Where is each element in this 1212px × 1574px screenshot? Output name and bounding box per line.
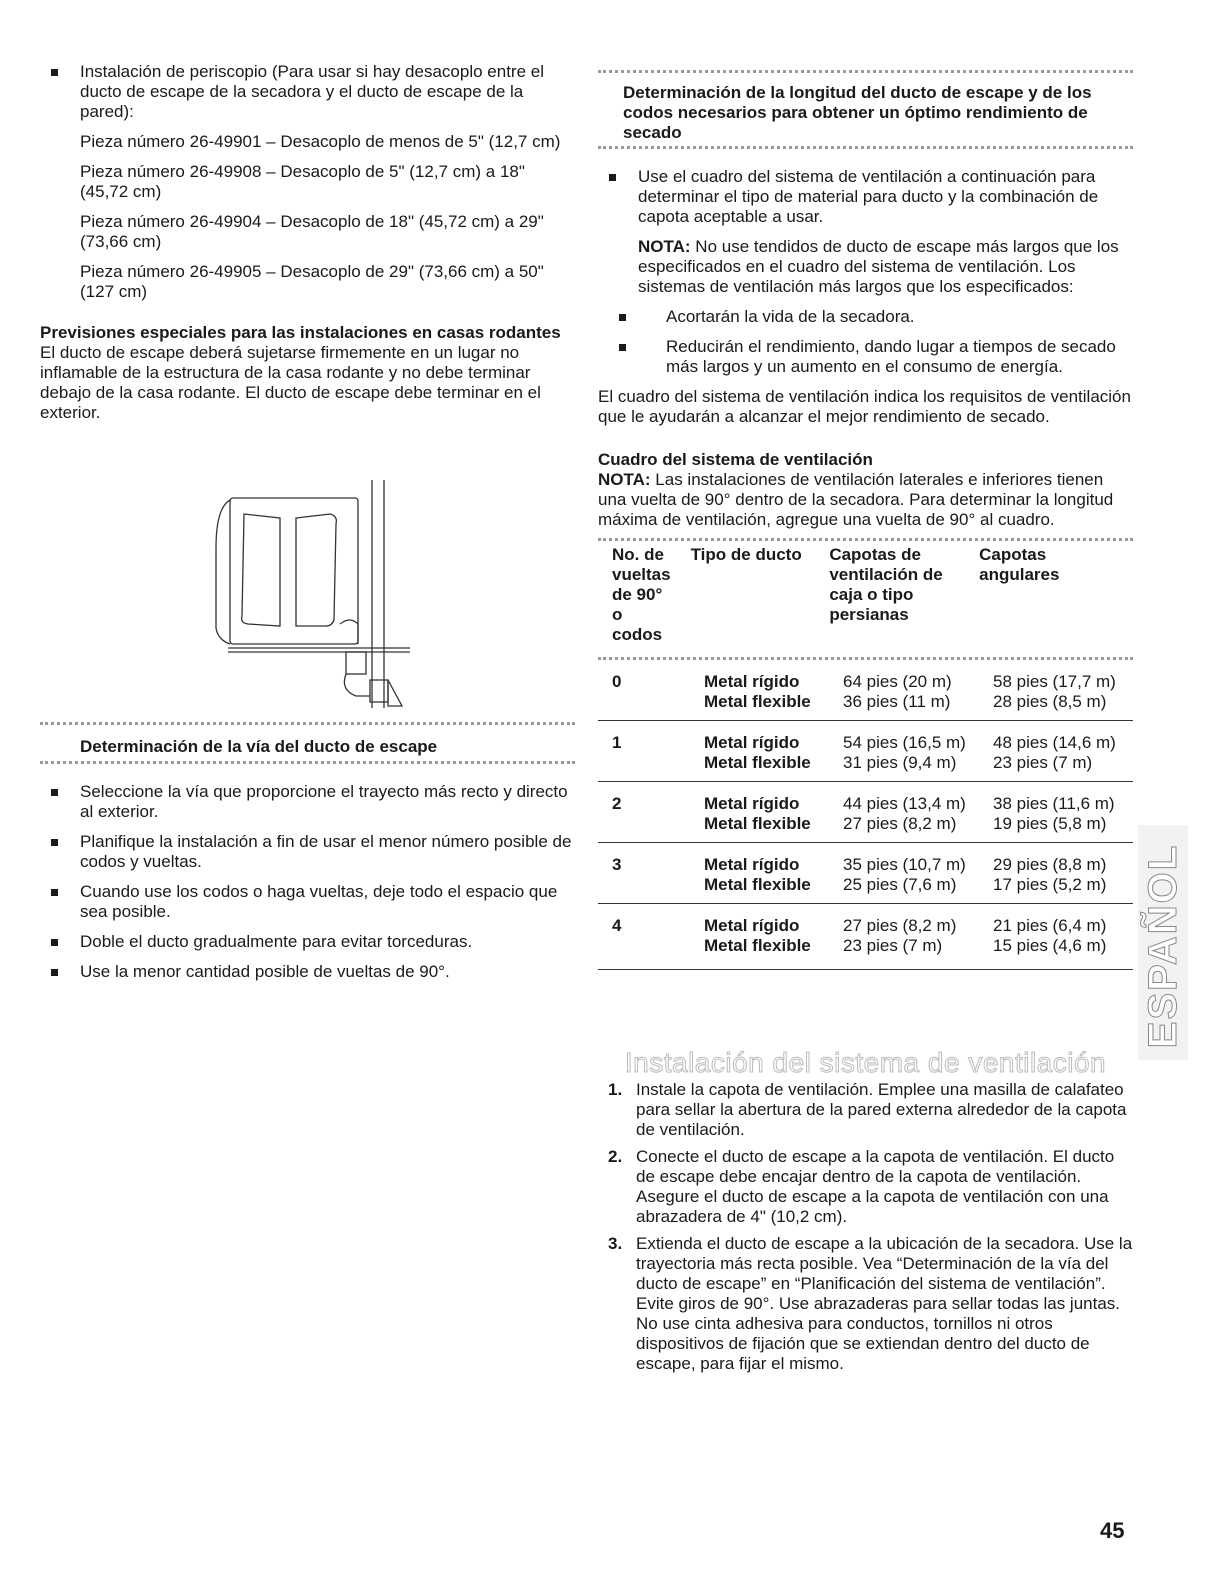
- install-step: 3. Extienda el ducto de escape a la ubicación de la secadora. Use la trayectoria más recta posible. Vea “Determinación de la vía del ducto de escape” en “Planificación del sistema de ventilación”. Evite giros de 90°. Use abrazaderas para sellar todas las juntas. No use cinta adhesiva para conductos, tornillos ni otros dispositivos de fijación que se extiendan dentro del ducto de escape, para fijar el mismo.: [608, 1234, 1133, 1373]
- table-cell: 3: [612, 855, 622, 874]
- vent-system-table: [598, 545, 1128, 657]
- note-label: NOTA:: [638, 237, 691, 256]
- part-item: Pieza número 26-49908 – Desacoplo de 5" (12,7 cm) a 18" (45,72 cm): [80, 162, 525, 201]
- vent-chart-heading: Cuadro del sistema de ventilación: [598, 450, 873, 469]
- table-row: [598, 721, 1133, 782]
- header-turns: No. de vueltas de 90° o codos: [612, 545, 671, 644]
- table-cell: Metal flexible: [704, 936, 811, 955]
- divider: [40, 722, 575, 725]
- divider: [598, 146, 1133, 149]
- install-step: 1. Instale la capota de ventilación. Emplee una masilla de calafateo para sellar la abertura de la pared externa alrededor de la capota de ventilación.: [608, 1080, 1127, 1139]
- path-bullet: Doble el ducto gradualmente para evitar torceduras.: [40, 932, 575, 952]
- table-cell: 21 pies (6,4 m): [993, 916, 1107, 935]
- mobile-home-heading: Previsiones especiales para las instalaciones en casas rodantes: [40, 323, 561, 342]
- note-2: [598, 470, 1133, 530]
- path-bullet: Seleccione la vía que proporcione el trayecto más recto y directo al exterior.: [40, 782, 575, 822]
- path-bullet: Cuando use los codos o haga vueltas, deje todo el espacio que sea posible.: [40, 882, 575, 922]
- header-box-hood: Capotas de ventilación de caja o tipo persianas: [829, 545, 943, 624]
- table-cell: 28 pies (8,5 m): [993, 692, 1107, 711]
- table-row: [598, 782, 1133, 843]
- table-cell: 2: [612, 794, 622, 813]
- table-cell: Metal rígido: [704, 672, 800, 691]
- chart-intro: El cuadro del sistema de ventilación indica los requisitos de ventilación que le ayudarán a alcanzar el mejor rendimiento de secado.: [598, 387, 1131, 426]
- dryer-mobile-home-illustration: [200, 478, 430, 708]
- table-cell: 0: [612, 672, 622, 691]
- table-cell: Metal rígido: [704, 733, 800, 752]
- path-bullet: Use la menor cantidad posible de vueltas de 90°.: [40, 962, 575, 982]
- note-bullet: Reducirán el rendimiento, dando lugar a tiempos de secado más largos y un aumento en el consumo de energía.: [598, 337, 1133, 377]
- part-item: Pieza número 26-49905 – Desacoplo de 29" (73,66 cm) a 50" (127 cm): [80, 262, 544, 301]
- part-item: Pieza número 26-49904 – Desacoplo de 18" (45,72 cm) a 29" (73,66 cm): [80, 212, 544, 251]
- table-cell: 27 pies (8,2 m): [843, 814, 957, 833]
- exhaust-path-section: [40, 722, 575, 982]
- table-cell: 29 pies (8,8 m): [993, 855, 1107, 874]
- table-cell: 48 pies (14,6 m): [993, 733, 1116, 752]
- table-cell: 38 pies (11,6 m): [993, 794, 1115, 813]
- table-cell: 44 pies (13,4 m): [843, 794, 966, 813]
- table-cell: 54 pies (16,5 m): [843, 733, 966, 752]
- note-text: No use tendidos de ducto de escape más largos que los especificados en el cuadro del sistema de ventilación. Los sistemas de ventilación más largos que los especificados:: [638, 237, 1119, 296]
- table-body: [598, 660, 1133, 970]
- install-step: 2. Conecte el ducto de escape a la capota de ventilación. El ducto de escape debe encajar dentro de la capota de ventilación. Asegure el ducto de escape a la capota de ventilación con una abrazadera de 4" (10,2 cm).: [608, 1147, 1115, 1226]
- note-label: NOTA:: [598, 470, 651, 489]
- page-number: 45: [1100, 1518, 1125, 1543]
- table-cell: Metal rígido: [704, 855, 800, 874]
- left-column: [40, 62, 575, 423]
- divider: [40, 761, 575, 764]
- table-cell: 4: [612, 916, 622, 935]
- table-cell: 31 pies (9,4 m): [843, 753, 957, 772]
- table-cell: 64 pies (20 m): [843, 672, 952, 691]
- table-cell: 35 pies (10,7 m): [843, 855, 966, 874]
- table-cell: Metal rígido: [704, 794, 800, 813]
- table-row: [598, 904, 1133, 970]
- table-cell: 1: [612, 733, 622, 752]
- duct-length-heading: Determinación de la longitud del ducto de escape y de los codos necesarios para obtener un óptimo rendimiento de secado: [623, 83, 1092, 142]
- install-heading: Instalación del sistema de ventilación: [624, 1047, 1107, 1078]
- part-item: Pieza número 26-49901 – Desacoplo de menos de 5" (12,7 cm): [80, 132, 561, 151]
- length-bullet: Use el cuadro del sistema de ventilación a continuación para determinar el tipo de material para ducto y la combinación de capota aceptable a usar.: [598, 167, 1133, 227]
- table-row: [598, 660, 1133, 721]
- table-cell: Metal flexible: [704, 814, 811, 833]
- header-duct-type: Tipo de ducto: [690, 545, 802, 564]
- table-cell: 27 pies (8,2 m): [843, 916, 957, 935]
- table-row: [598, 843, 1133, 904]
- table-cell: 17 pies (5,2 m): [993, 875, 1107, 894]
- divider: [598, 538, 1133, 541]
- exhaust-path-heading: Determinación de la vía del ducto de escape: [80, 737, 438, 756]
- path-bullet: Planifique la instalación a fin de usar el menor número posible de codos y vueltas.: [40, 832, 575, 872]
- install-section: [598, 1048, 1133, 1374]
- table-cell: 23 pies (7 m): [843, 936, 943, 955]
- note-1: [598, 237, 1133, 297]
- divider: [598, 70, 1133, 73]
- table-cell: Metal flexible: [704, 875, 811, 894]
- note-text: Las instalaciones de ventilación laterales e inferiores tienen una vuelta de 90° dentro de la secadora. Para determinar la longitud máxima de ventilación, agregue una vuelta de 90° al cuadro.: [598, 470, 1114, 529]
- table-cell: 36 pies (11 m): [843, 692, 951, 711]
- table-cell: Metal flexible: [704, 753, 811, 772]
- table-cell: 58 pies (17,7 m): [993, 672, 1116, 691]
- table-cell: 15 pies (4,6 m): [993, 936, 1107, 955]
- note-bullet: Acortarán la vida de la secadora.: [598, 307, 1133, 327]
- table-cell: Metal flexible: [704, 692, 811, 711]
- table-header-row: [598, 545, 1128, 657]
- table-cell: 19 pies (5,8 m): [993, 814, 1107, 833]
- table-cell: Metal rígido: [704, 916, 800, 935]
- table-cell: 25 pies (7,6 m): [843, 875, 957, 894]
- header-angled-hood: Capotas angulares: [979, 545, 1060, 584]
- mobile-home-text: El ducto de escape deberá sujetarse firmemente en un lugar no inflamable de la estructura de la casa rodante y no debe terminar debajo de la casa rodante. El ducto de escape debe terminar en el exterior.: [40, 343, 541, 422]
- periscope-bullet: Instalación de periscopio (Para usar si hay desacoplo entre el ducto de escape de la secadora y el ducto de escape de la pared):: [40, 62, 575, 122]
- right-column: [598, 70, 1133, 970]
- language-side-tab: [1138, 825, 1188, 1060]
- language-label: ESPAÑOL: [1141, 843, 1185, 1049]
- table-cell: 23 pies (7 m): [993, 753, 1093, 772]
